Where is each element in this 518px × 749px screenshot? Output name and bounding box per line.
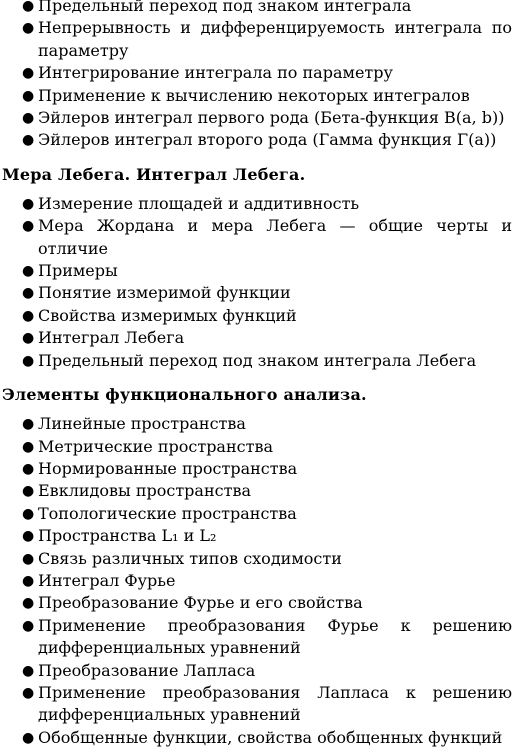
bullet-icon: ● xyxy=(22,87,35,104)
bullet-icon: ● xyxy=(22,110,35,127)
list-item-text: Топологические пространства xyxy=(38,503,297,523)
bullet-icon: ● xyxy=(22,505,35,522)
bullet-icon: ● xyxy=(22,729,35,746)
bullet-icon: ● xyxy=(22,416,35,433)
list-item-text: Интегрирование интеграла по параметру xyxy=(38,63,393,83)
list-item-text: Обобщенные функции, свойства обобщенных функций xyxy=(38,727,503,747)
list-item xyxy=(2,503,518,525)
list-item-text: Пространства L₁ и L₂ xyxy=(38,526,217,546)
bullet-icon: ● xyxy=(22,307,35,324)
list-item xyxy=(2,458,518,480)
list-item xyxy=(2,107,518,129)
bullet-icon: ● xyxy=(22,65,35,82)
list-item xyxy=(2,660,518,682)
list-item xyxy=(2,480,518,502)
list-item xyxy=(2,727,518,749)
bullet-icon: ● xyxy=(22,572,35,589)
bullet-icon: ● xyxy=(22,460,35,477)
bullet-icon: ● xyxy=(22,662,35,679)
list-item-text: Эйлеров интеграл первого рода (Бета-функция B(a, b)) xyxy=(38,108,505,128)
list-item-text: Эйлеров интеграл второго рода (Гамма функция Γ(a)) xyxy=(38,130,497,150)
section1-list xyxy=(2,0,518,152)
list-item xyxy=(2,525,518,547)
bullet-icon: ● xyxy=(22,0,35,14)
list-item-text: Нормированные пространства xyxy=(38,458,298,478)
list-item-text: Преобразование Лапласа xyxy=(38,660,256,680)
list-item xyxy=(2,592,518,614)
list-item xyxy=(2,327,518,349)
list-item xyxy=(2,215,518,260)
list-item-text: Линейные пространства xyxy=(38,414,246,434)
list-item xyxy=(2,548,518,570)
list-item xyxy=(2,17,518,62)
list-item xyxy=(2,305,518,327)
section3-list xyxy=(2,413,518,749)
list-item-text: Применение преобразования Лапласа к решению дифференциальных уравнений xyxy=(38,682,512,725)
list-item xyxy=(2,436,518,458)
bullet-icon: ● xyxy=(22,132,35,149)
list-item-text: Мера Жордана и мера Лебега — общие черты и отличие xyxy=(38,216,512,258)
bullet-icon: ● xyxy=(22,218,35,235)
bullet-icon: ● xyxy=(22,352,35,369)
list-item-text: Интеграл Лебега xyxy=(38,328,185,348)
list-item xyxy=(2,85,518,107)
list-item xyxy=(2,282,518,304)
list-item-text: Преобразование Фурье и его свойства xyxy=(38,593,363,613)
bullet-icon: ● xyxy=(22,285,35,302)
bullet-icon: ● xyxy=(22,20,35,37)
section-title-lebesgue: Мера Лебега. Интеграл Лебега. xyxy=(2,164,306,184)
list-item xyxy=(2,615,518,660)
list-item-text: Свойства измеримых функций xyxy=(38,305,297,325)
list-item-text: Интеграл Фурье xyxy=(38,570,176,590)
list-item xyxy=(2,682,518,727)
bullet-icon: ● xyxy=(22,483,35,500)
bullet-icon: ● xyxy=(22,195,35,212)
bullet-icon: ● xyxy=(22,438,35,455)
list-item xyxy=(2,193,518,215)
list-item-text: Предельный переход под знаком интеграла xyxy=(38,0,412,15)
list-item xyxy=(2,260,518,282)
list-item-text: Применение преобразования Фурье к решению дифференциальных уравнений xyxy=(38,615,512,658)
list-item xyxy=(2,570,518,592)
list-item-text: Понятие измеримой функции xyxy=(38,283,291,303)
bullet-icon: ● xyxy=(22,617,35,634)
bullet-icon: ● xyxy=(22,684,35,701)
list-item-text: Метрические пространства xyxy=(38,436,273,456)
list-item-text: Предельный переход под знаком интеграла Лебега xyxy=(38,350,477,370)
bullet-icon: ● xyxy=(22,330,35,347)
list-item-text: Связь различных типов сходимости xyxy=(38,548,342,568)
bullet-icon: ● xyxy=(22,263,35,280)
list-item-text: Евклидовы пространства xyxy=(38,481,251,501)
section2-list xyxy=(2,193,518,372)
list-item-text: Непрерывность и дифференцируемость интеграла по параметру xyxy=(38,18,512,60)
bullet-icon: ● xyxy=(22,550,35,567)
list-item xyxy=(2,62,518,84)
bullet-icon: ● xyxy=(22,595,35,612)
list-item xyxy=(2,0,518,17)
list-item-text: Применение к вычислению некоторых интегралов xyxy=(38,85,470,105)
list-item xyxy=(2,413,518,435)
section-title-functional-analysis: Элементы функционального анализа. xyxy=(2,385,367,405)
bullet-icon: ● xyxy=(22,528,35,545)
list-item-text: Примеры xyxy=(38,261,118,281)
list-item-text: Измерение площадей и аддитивность xyxy=(38,193,360,213)
list-item xyxy=(2,129,518,151)
list-item xyxy=(2,350,518,372)
